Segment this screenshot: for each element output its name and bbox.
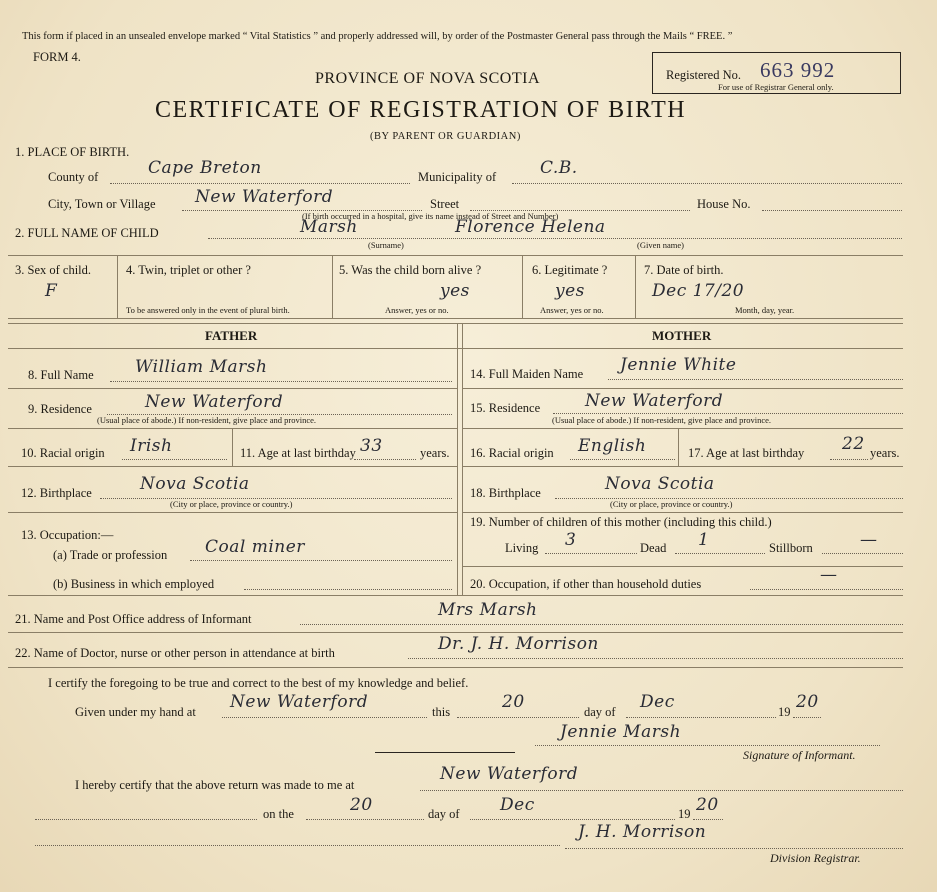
given-place-value: New Waterford (230, 692, 369, 712)
registrar-day-of-label: day of (428, 807, 460, 821)
legitimate-note: Answer, yes or no. (540, 305, 604, 315)
registrar-place-value: New Waterford (440, 764, 579, 784)
father-birthplace-value: Nova Scotia (140, 474, 250, 494)
registrar-month-value: Dec (500, 795, 535, 815)
mother-occupation-value: — (820, 565, 838, 585)
dead-label: Dead (640, 541, 667, 555)
twin-note: To be answered only in the event of plural birth. (126, 305, 290, 315)
certify-day-of-label: day of (584, 705, 616, 719)
sex-value: F (45, 281, 58, 301)
mother-occupation-label: 20. Occupation, if other than household duties (470, 577, 702, 591)
informant-value: Mrs Marsh (438, 600, 538, 620)
certificate-subtitle: (BY PARENT OR GUARDIAN) (370, 131, 521, 142)
certify-year-prefix: 19 (778, 705, 791, 719)
dead-value: 1 (698, 530, 710, 550)
registrar-year-prefix: 19 (678, 807, 691, 821)
living-value: 3 (565, 530, 577, 550)
alive-value: yes (440, 281, 470, 301)
dob-note: Month, day, year. (735, 305, 795, 315)
living-label: Living (505, 541, 539, 555)
informant-signature: Jennie Marsh (560, 722, 682, 742)
certify-year-value: 20 (796, 692, 819, 712)
registrar-day-value: 20 (350, 795, 373, 815)
stillborn-label: Stillborn (769, 541, 813, 555)
father-age-label: 11. Age at last birthday (240, 446, 356, 460)
mother-birthplace-note: (City or place, province or country.) (610, 499, 733, 509)
registrar-general-note: For use of Registrar General only. (718, 82, 834, 92)
city-value: New Waterford (195, 187, 334, 207)
county-label: County of (48, 170, 99, 184)
registrar-signature: J. H. Morrison (578, 822, 707, 842)
stillborn-value: — (860, 530, 878, 550)
children-count-label: 19. Number of children of this mother (including this child.) (470, 515, 772, 529)
father-racial-value: Irish (130, 436, 173, 456)
father-birthplace-note: (City or place, province or country.) (170, 499, 293, 509)
place-of-birth-label: 1. PLACE OF BIRTH. (15, 145, 130, 159)
street-label: Street (430, 197, 460, 211)
province-heading: PROVINCE OF NOVA SCOTIA (315, 70, 541, 87)
doctor-label: 22. Name of Doctor, nurse or other person in attendance at birth (15, 646, 335, 660)
city-label: City, Town or Village (48, 197, 156, 211)
mother-racial-value: English (578, 436, 647, 456)
father-racial-label: 10. Racial origin (21, 446, 105, 460)
alive-note: Answer, yes or no. (385, 305, 449, 315)
mother-residence-note: (Usual place of abode.) If non-resident, give place and province. (552, 415, 772, 425)
alive-label: 5. Was the child born alive ? (339, 263, 482, 277)
trade-value: Coal miner (205, 537, 305, 557)
certify-day-value: 20 (502, 692, 525, 712)
municipality-value: C.B. (540, 158, 578, 178)
house-label: House No. (697, 197, 751, 211)
father-birthplace-label: 12. Birthplace (21, 486, 92, 500)
legitimate-label: 6. Legitimate ? (532, 263, 608, 277)
registrar-caption: Division Registrar. (770, 851, 861, 865)
on-the-label: on the (263, 807, 294, 821)
father-age-value: 33 (360, 436, 383, 456)
mother-residence-value: New Waterford (585, 391, 724, 411)
occupation-label: 13. Occupation:— (21, 528, 114, 542)
county-value: Cape Breton (148, 158, 262, 178)
sex-label: 3. Sex of child. (15, 263, 92, 277)
certificate-title: CERTIFICATE OF REGISTRATION OF BIRTH (155, 97, 687, 123)
mother-residence-label: 15. Residence (470, 401, 541, 415)
father-residence-value: New Waterford (145, 392, 284, 412)
child-surname: Marsh (300, 217, 358, 237)
given-under-label: Given under my hand at (75, 705, 196, 719)
form-number: FORM 4. (33, 50, 81, 64)
this-label: this (432, 705, 451, 719)
father-residence-note: (Usual place of abode.) If non-resident, give place and province. (97, 415, 317, 425)
informant-signature-caption: Signature of Informant. (743, 748, 856, 762)
registrar-statement: I hereby certify that the above return was made to me at (75, 778, 355, 792)
father-heading: FATHER (205, 328, 258, 343)
mother-birthplace-label: 18. Birthplace (470, 486, 541, 500)
father-residence-label: 9. Residence (28, 402, 92, 416)
mother-age-label: 17. Age at last birthday (688, 446, 805, 460)
father-name-label: 8. Full Name (28, 368, 94, 382)
doctor-value: Dr. J. H. Morrison (438, 634, 599, 654)
certify-month-value: Dec (640, 692, 675, 712)
child-given-name: Florence Helena (455, 217, 606, 237)
mother-name-value: Jennie White (620, 355, 737, 375)
trade-label: (a) Trade or profession (53, 548, 168, 562)
mother-racial-label: 16. Racial origin (470, 446, 554, 460)
registrar-year-value: 20 (696, 795, 719, 815)
mother-heading: MOTHER (652, 328, 712, 343)
mother-birthplace-value: Nova Scotia (605, 474, 715, 494)
father-name-value: William Marsh (135, 357, 268, 377)
mail-notice: This form if placed in an unsealed envelope marked “ Vital Statistics ” and properly addressed will, by order of the Postmaster General pass through the Mails “ FREE. ” (22, 31, 733, 42)
dob-value: Dec 17/20 (652, 281, 745, 301)
registered-label: Registered No. (666, 68, 741, 82)
certify-statement: I certify the foregoing to be true and correct to the best of my knowledge and belief. (48, 676, 469, 690)
informant-label: 21. Name and Post Office address of Informant (15, 612, 252, 626)
surname-caption: (Surname) (368, 240, 404, 250)
mother-name-label: 14. Full Maiden Name (470, 367, 584, 381)
dob-label: 7. Date of birth. (644, 263, 724, 277)
municipality-label: Municipality of (418, 170, 497, 184)
given-name-caption: (Given name) (637, 240, 684, 250)
child-name-label: 2. FULL NAME OF CHILD (15, 226, 159, 240)
twin-label: 4. Twin, triplet or other ? (126, 263, 251, 277)
mother-age-value: 22 (842, 434, 865, 454)
hospital-note: (If birth occurred in a hospital, give its name instead of Street and Number) (302, 211, 559, 221)
business-label: (b) Business in which employed (53, 577, 215, 591)
mother-years: years. (870, 446, 900, 460)
registered-number: 663 992 (760, 58, 836, 82)
father-years: years. (420, 446, 450, 460)
legitimate-value: yes (555, 281, 585, 301)
